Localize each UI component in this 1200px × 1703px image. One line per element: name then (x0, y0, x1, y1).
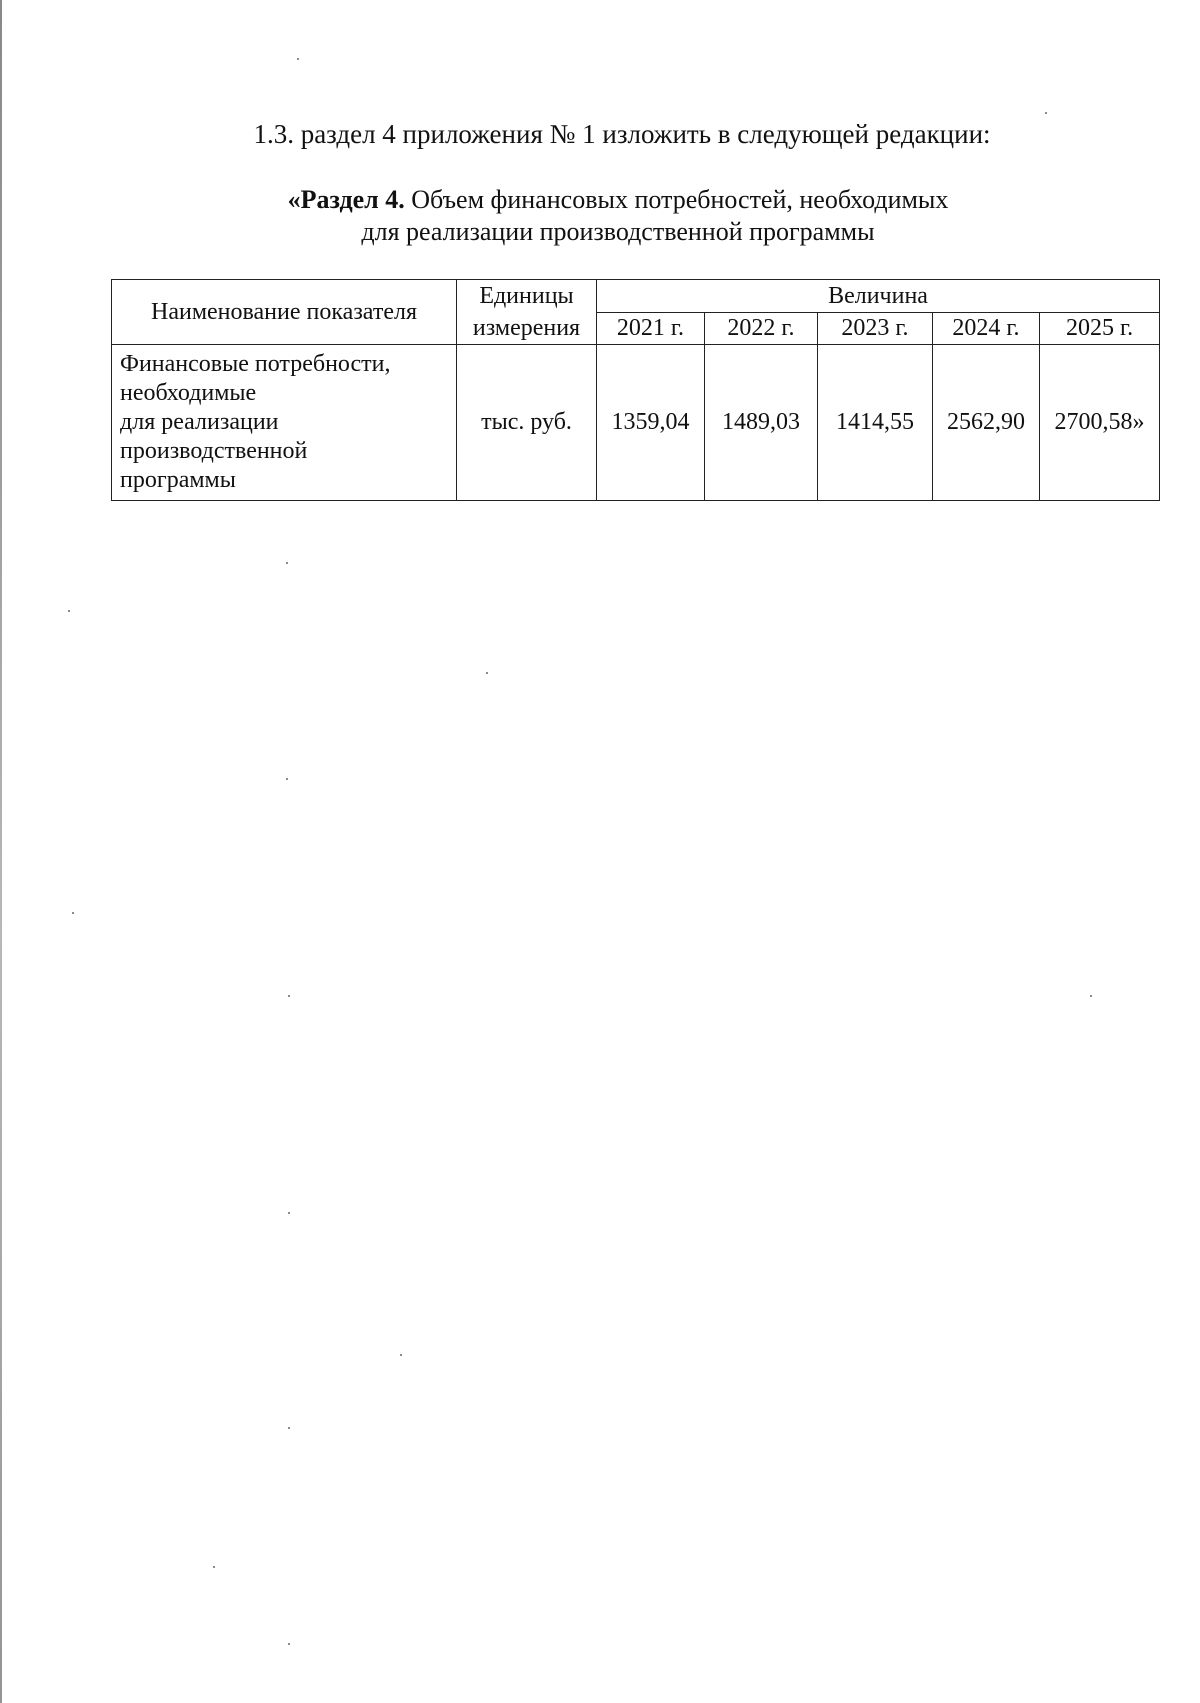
row-name-line: Финансовые потребности, (120, 351, 391, 377)
row-value-2025: 2700,58» (1040, 345, 1160, 501)
amendment-intro-text: 1.3. раздел 4 приложения № 1 изложить в следующей редакции: (253, 119, 991, 149)
row-value-2024: 2562,90 (933, 345, 1040, 501)
header-unit-line2: измерения (472, 315, 581, 341)
scan-speck (72, 912, 74, 914)
table-header-row-1 (112, 280, 1160, 313)
scan-speck (297, 58, 299, 60)
header-year-2025: 2025 г. (1040, 312, 1160, 345)
row-value-2023: 1414,55 (818, 345, 933, 501)
header-year-2022: 2022 г. (705, 312, 818, 345)
scan-speck (286, 562, 288, 564)
scan-speck (286, 778, 288, 780)
row-indicator-name (112, 345, 457, 501)
header-year-2024: 2024 г. (933, 312, 1040, 345)
section-heading-bold: «Раздел 4. (287, 185, 405, 214)
scan-edge-shadow (0, 0, 2, 1703)
row-name-line: производственной (120, 438, 308, 464)
row-unit: тыс. руб. (457, 345, 597, 501)
header-year-2023: 2023 г. (818, 312, 933, 345)
row-value-2022: 1489,03 (705, 345, 818, 501)
section-heading (0, 184, 1200, 248)
row-value-2021: 1359,04 (597, 345, 705, 501)
scan-speck (1090, 995, 1092, 997)
scan-speck (486, 672, 488, 674)
header-indicator-name: Наименование показателя (112, 280, 457, 345)
scan-speck (288, 1643, 290, 1645)
header-unit-line1: Единицы (479, 283, 574, 309)
header-year-2021: 2021 г. (597, 312, 705, 345)
header-unit (457, 280, 597, 345)
section-heading-line2: для реализации производственной программы (361, 217, 875, 246)
scan-speck (288, 1212, 290, 1214)
section-heading-rest: Объем финансовых потребностей, необходимых (404, 185, 949, 214)
row-name-line: программы (120, 467, 236, 493)
scan-speck (288, 995, 290, 997)
scan-speck (213, 1566, 215, 1568)
row-name-line: необходимые (120, 380, 257, 406)
scan-speck (288, 1427, 290, 1429)
scan-speck (68, 610, 70, 612)
header-value: Величина (597, 280, 1160, 313)
table-row (112, 345, 1160, 501)
financial-needs-table (111, 279, 1160, 501)
row-name-line: для реализации (120, 409, 279, 435)
scan-speck (400, 1354, 402, 1356)
scan-speck (1045, 112, 1047, 114)
section-heading-line1 (36, 184, 1200, 216)
